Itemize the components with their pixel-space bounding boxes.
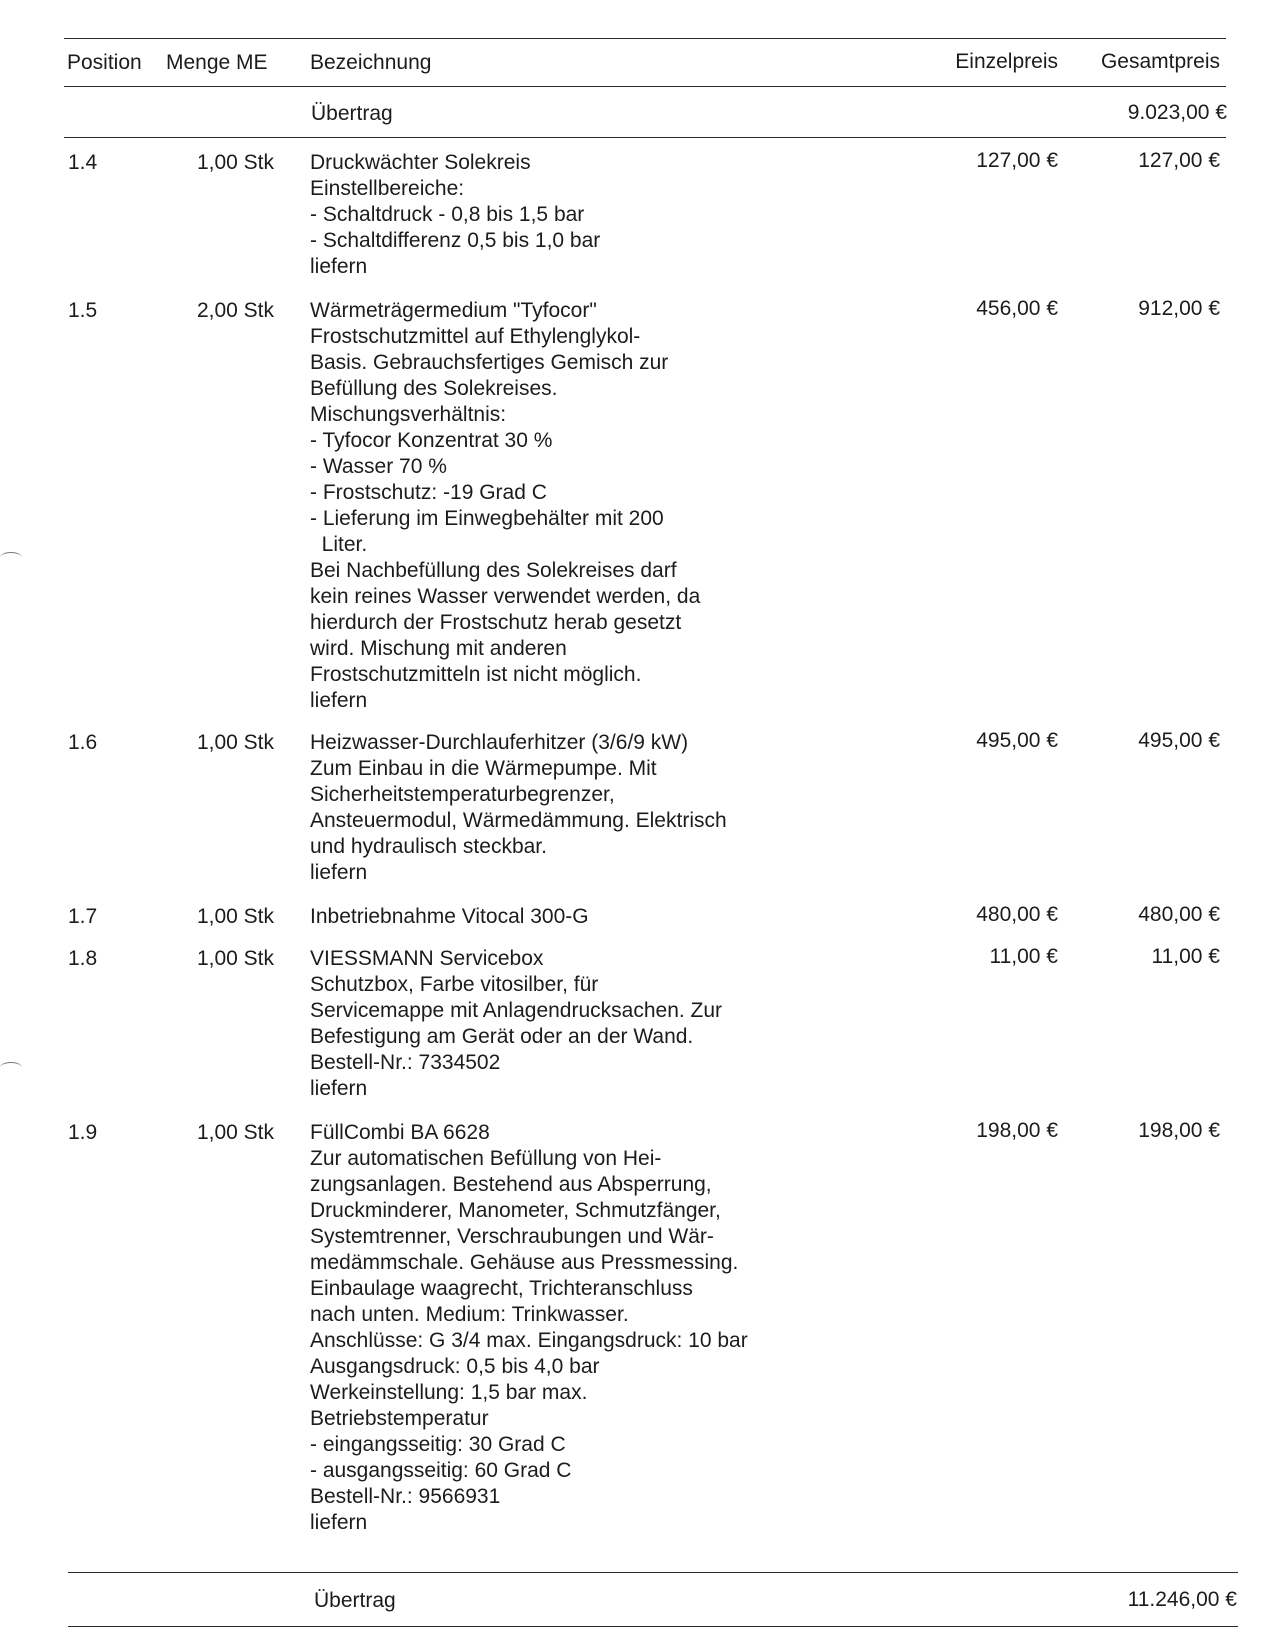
header-position: Position: [67, 51, 142, 74]
item-description-line: Frostschutzmittel auf Ethylenglykol-: [310, 325, 641, 348]
carry-in-amount: 9.023,00 €: [1127, 101, 1227, 124]
item-description-line: liefern: [310, 255, 368, 278]
item-description-line: Liter.: [310, 533, 368, 556]
item-description-line: Schutzbox, Farbe vitosilber, für: [310, 973, 599, 996]
item-total-price: 480,00 €: [1138, 903, 1220, 926]
item-description-line: Heizwasser-Durchlauferhitzer (3/6/9 kW): [310, 731, 689, 754]
item-position: 1.7: [68, 905, 98, 928]
top-rule: [64, 38, 1226, 39]
item-description-line: liefern: [310, 1511, 368, 1534]
item-description-line: - Schaltdifferenz 0,5 bis 1,0 bar: [310, 229, 601, 252]
item-description-line: Servicemappe mit Anlagendrucksachen. Zur: [310, 999, 723, 1022]
item-position: 1.6: [68, 731, 98, 754]
item-description-line: Sicherheitstemperaturbegrenzer,: [310, 783, 615, 806]
item-description-line: Betriebstemperatur: [310, 1407, 489, 1430]
item-description-line: Ausgangsdruck: 0,5 bis 4,0 bar: [310, 1355, 600, 1378]
header-rule: [64, 86, 1226, 87]
carry-out-bottom-rule: [68, 1626, 1238, 1627]
item-description-line: liefern: [310, 1077, 368, 1100]
item-description-line: zungsanlagen. Bestehend aus Absperrung,: [310, 1173, 712, 1196]
item-position: 1.9: [68, 1121, 98, 1144]
item-unit-price: 480,00 €: [976, 903, 1058, 926]
item-description-line: Mischungsverhältnis:: [310, 403, 507, 426]
item-description-line: Basis. Gebrauchsfertiges Gemisch zur: [310, 351, 669, 374]
item-description-line: nach unten. Medium: Trinkwasser.: [310, 1303, 629, 1326]
item-description-line: Befüllung des Solekreises.: [310, 377, 558, 400]
item-quantity: 1,00 Stk: [196, 151, 274, 174]
header-menge-me: Menge ME: [166, 51, 268, 74]
binder-mark-upper: [0, 552, 22, 563]
item-unit-price: 456,00 €: [976, 297, 1058, 320]
item-description: [310, 150, 600, 280]
item-description-line: FüllCombi BA 6628: [310, 1121, 490, 1144]
carry-out-amount: 11.246,00 €: [1127, 1588, 1237, 1611]
item-description-line: - Tyfocor Konzentrat 30 %: [310, 429, 553, 452]
item-position: 1.4: [68, 151, 98, 174]
item-description-line: Inbetriebnahme Vitocal 300-G: [310, 905, 589, 928]
item-description-line: Frostschutzmitteln ist nicht möglich.: [310, 663, 642, 686]
item-description-line: Systemtrenner, Verschraubungen und Wär-: [310, 1225, 714, 1248]
item-description-line: Bestell-Nr.: 7334502: [310, 1051, 501, 1074]
item-position: 1.8: [68, 947, 98, 970]
item-description-line: - eingangsseitig: 30 Grad C: [310, 1433, 566, 1456]
item-total-price: 198,00 €: [1138, 1119, 1220, 1142]
item-description-line: Anschlüsse: G 3/4 max. Eingangsdruck: 10 bar: [310, 1329, 748, 1352]
carry-out-label: Übertrag: [314, 1589, 396, 1612]
item-quantity: 1,00 Stk: [196, 1121, 274, 1144]
item-total-price: 912,00 €: [1138, 297, 1220, 320]
item-description-line: Druckwächter Solekreis: [310, 151, 531, 174]
item-quantity: 1,00 Stk: [196, 905, 274, 928]
item-description-line: Einbaulage waagrecht, Trichteranschluss: [310, 1277, 693, 1300]
item-description-line: wird. Mischung mit anderen: [310, 637, 567, 660]
item-description: [310, 1120, 748, 1536]
item-description-line: liefern: [310, 689, 368, 712]
carry-in-rule: [64, 137, 1226, 138]
header-bezeichnung: Bezeichnung: [310, 51, 432, 74]
item-description: [310, 730, 727, 886]
item-description-line: Zur automatischen Befüllung von Hei-: [310, 1147, 662, 1170]
item-description-line: Einstellbereiche:: [310, 177, 465, 200]
item-total-price: 495,00 €: [1138, 729, 1220, 752]
item-description-line: kein reines Wasser verwendet werden, da: [310, 585, 701, 608]
header-gesamtpreis: Gesamtpreis: [1100, 50, 1220, 73]
carry-out-top-rule: [68, 1572, 1238, 1573]
item-unit-price: 198,00 €: [976, 1119, 1058, 1142]
item-total-price: 127,00 €: [1138, 149, 1220, 172]
item-description-line: medämmschale. Gehäuse aus Pressmessing.: [310, 1251, 739, 1274]
item-description-line: Werkeinstellung: 1,5 bar max.: [310, 1381, 588, 1404]
item-description: [310, 946, 722, 1102]
item-description-line: Befestigung am Gerät oder an der Wand.: [310, 1025, 694, 1048]
item-description-line: VIESSMANN Servicebox: [310, 947, 544, 970]
item-unit-price: 127,00 €: [976, 149, 1058, 172]
item-description: [310, 904, 589, 930]
item-unit-price: 495,00 €: [976, 729, 1058, 752]
item-quantity: 1,00 Stk: [196, 947, 274, 970]
item-description-line: Bestell-Nr.: 9566931: [310, 1485, 501, 1508]
item-description-line: - Wasser 70 %: [310, 455, 447, 478]
item-description-line: hierdurch der Frostschutz herab gesetzt: [310, 611, 682, 634]
item-description-line: - ausgangsseitig: 60 Grad C: [310, 1459, 572, 1482]
item-description-line: Wärmeträgermedium "Tyfocor": [310, 299, 597, 322]
item-description-line: Bei Nachbefüllung des Solekreises darf: [310, 559, 677, 582]
binder-mark-lower: [0, 1062, 22, 1073]
item-total-price: 11,00 €: [1151, 945, 1220, 968]
item-description: [310, 298, 700, 714]
item-description-line: Zum Einbau in die Wärmepumpe. Mit: [310, 757, 657, 780]
carry-in-label: Übertrag: [311, 102, 393, 125]
item-description-line: - Schaltdruck - 0,8 bis 1,5 bar: [310, 203, 585, 226]
header-einzelpreis: Einzelpreis: [955, 50, 1058, 73]
item-description-line: Druckminderer, Manometer, Schmutzfänger,: [310, 1199, 721, 1222]
item-description-line: Ansteuermodul, Wärmedämmung. Elektrisch: [310, 809, 727, 832]
item-description-line: und hydraulisch steckbar.: [310, 835, 547, 858]
item-quantity: 1,00 Stk: [196, 731, 274, 754]
item-position: 1.5: [68, 299, 98, 322]
item-description-line: - Lieferung im Einwegbehälter mit 200: [310, 507, 664, 530]
item-unit-price: 11,00 €: [989, 945, 1058, 968]
item-description-line: - Frostschutz: -19 Grad C: [310, 481, 547, 504]
item-quantity: 2,00 Stk: [196, 299, 274, 322]
item-description-line: liefern: [310, 861, 368, 884]
